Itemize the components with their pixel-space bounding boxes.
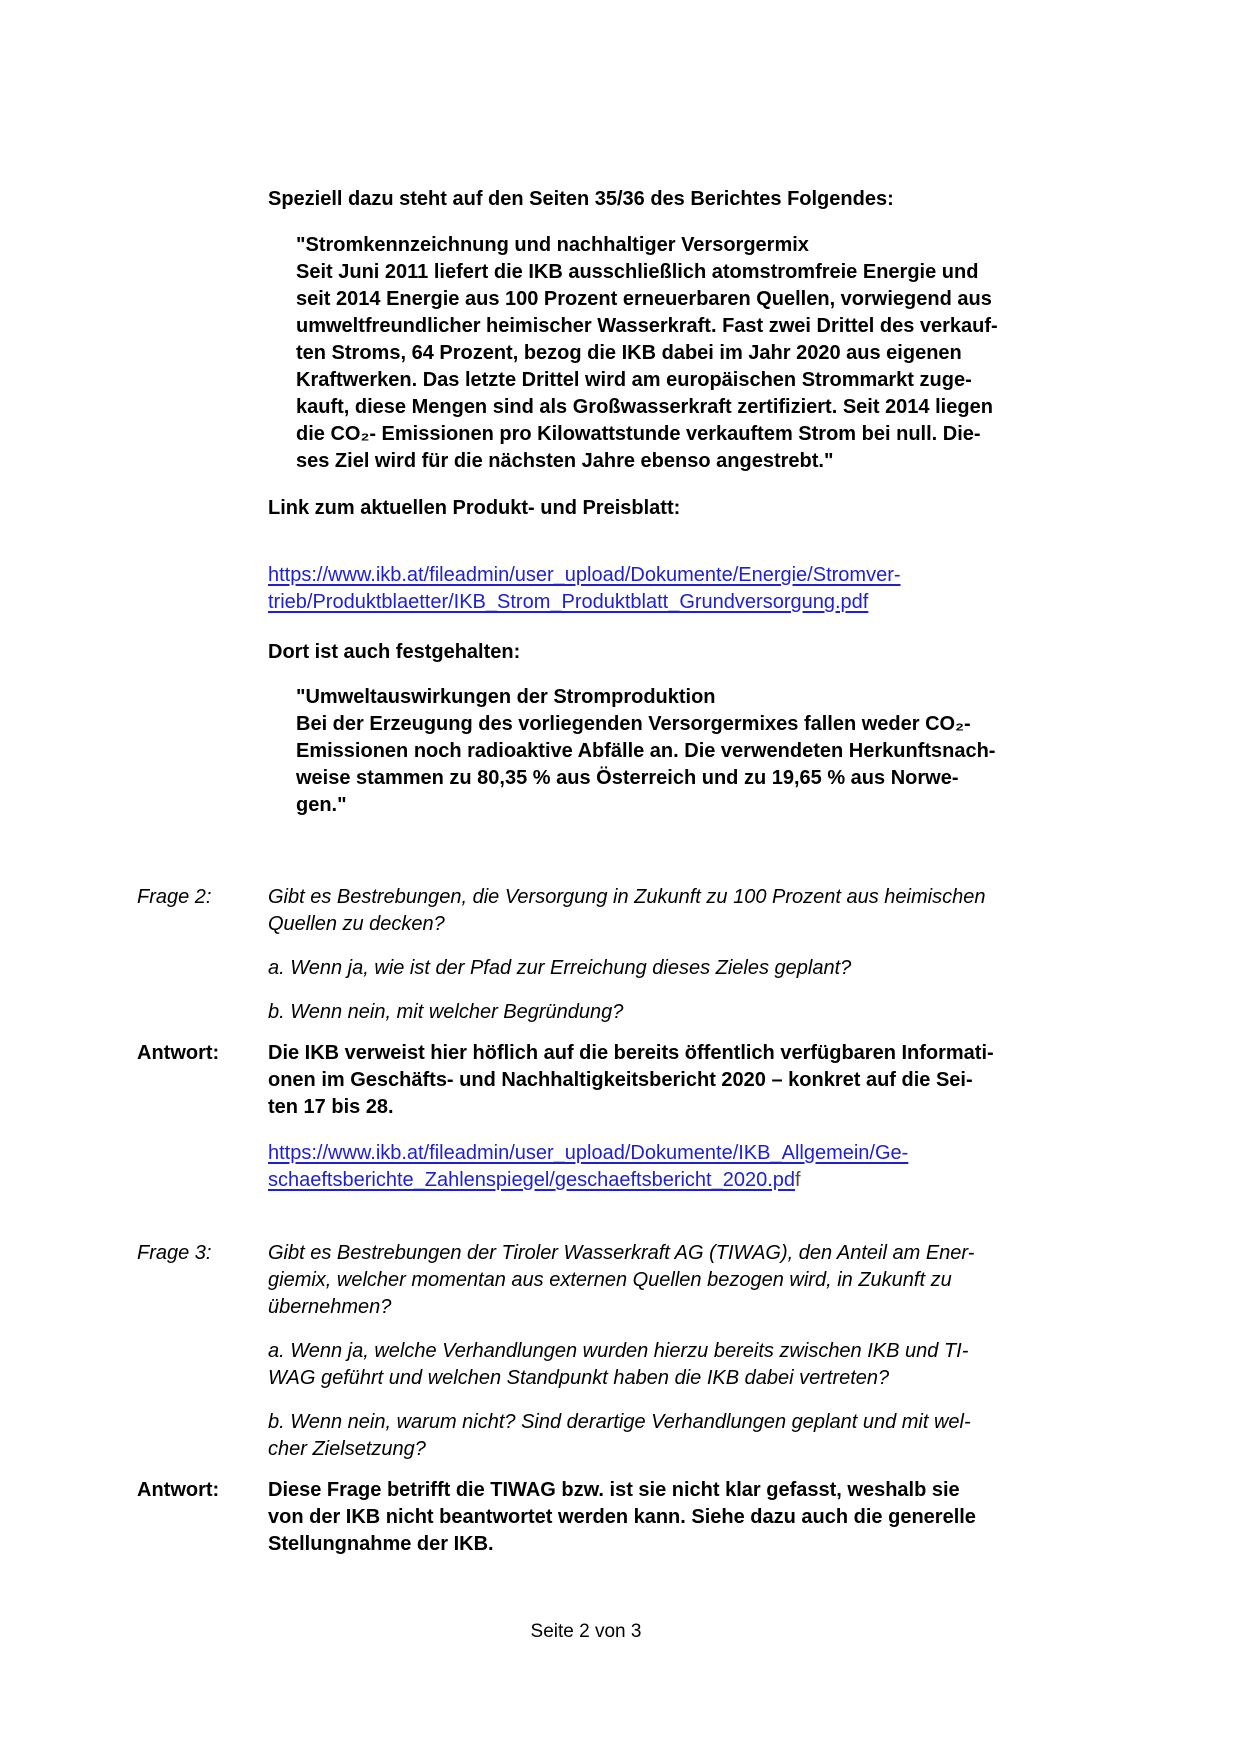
quote-line: umweltfreundlicher heimischer Wasserkraft. Fast zwei Drittel des verkauf- bbox=[296, 315, 998, 337]
frage-3-label: Frage 3: bbox=[137, 1242, 212, 1264]
dort-label: Dort ist auch festgehalten: bbox=[268, 641, 521, 663]
quote-line: Seit Juni 2011 liefert die IKB ausschließlich atomstromfreie Energie und bbox=[296, 261, 979, 283]
quote-line: kauft, diese Mengen sind als Großwasserkraft zertifiziert. Seit 2014 liegen bbox=[296, 396, 993, 418]
quote-line: ses Ziel wird für die nächsten Jahre ebenso angestrebt." bbox=[296, 450, 834, 472]
frage-3-item-a: a. Wenn ja, welche Verhandlungen wurden hierzu bereits zwischen IKB und TI- WAG geführt und welchen Standpunkt haben die IKB dabei vertreten? bbox=[268, 1340, 969, 1389]
quote-line: Kraftwerken. Das letzte Drittel wird am europäischen Strommarkt zuge- bbox=[296, 369, 972, 391]
report-quote-2 bbox=[296, 684, 1181, 819]
frage-2-body bbox=[268, 884, 1181, 1026]
antwort-2-body bbox=[268, 1040, 1181, 1194]
frage-3-body bbox=[268, 1240, 1181, 1463]
frage-2-row bbox=[137, 884, 1181, 1026]
quote-line: weise stammen zu 80,35 % aus Österreich und zu 19,65 % aus Norwe- bbox=[296, 767, 959, 789]
quote-line: ten Stroms, 64 Prozent, bezog die IKB dabei im Jahr 2020 aus eigenen bbox=[296, 342, 962, 364]
quote-line: Bei der Erzeugung des vorliegenden Versorgermixes fallen weder CO₂- bbox=[296, 713, 971, 735]
antwort-3-row bbox=[137, 1477, 1181, 1558]
report-link-line-1[interactable]: https://www.ikb.at/fileadmin/user_upload/Dokumente/IKB_Allgemein/Ge- bbox=[268, 1142, 909, 1164]
report-link-tail: f bbox=[795, 1169, 801, 1191]
frage-3-question: Gibt es Bestrebungen der Tiroler Wasserkraft AG (TIWAG), den Anteil am Ener- giemix, welcher momentan aus externen Quellen bezogen wird, in Zukunft zu übernehmen? bbox=[268, 1242, 975, 1318]
antwort-3-body: Diese Frage betrifft die TIWAG bzw. ist sie nicht klar gefasst, weshalb sie von der IKB nicht beantwortet werden kann. Siehe dazu auch die generelle Stellungnahme der IKB. bbox=[268, 1479, 976, 1555]
product-link[interactable] bbox=[268, 562, 1181, 616]
quote-line: seit 2014 Energie aus 100 Prozent erneuerbaren Quellen, vorwiegend aus bbox=[296, 288, 992, 310]
product-link-label: Link zum aktuellen Produkt- und Preisblatt: bbox=[268, 497, 681, 519]
frage-2-label: Frage 2: bbox=[137, 886, 212, 908]
antwort-3-label: Antwort: bbox=[137, 1479, 220, 1501]
quote-line: "Umweltauswirkungen der Stromproduktion bbox=[296, 686, 716, 708]
page-number-footer: Seite 2 von 3 bbox=[530, 1621, 642, 1642]
frage-3-item-b: b. Wenn nein, warum nicht? Sind derartige Verhandlungen geplant und mit wel- cher Zielsetzung? bbox=[268, 1411, 971, 1460]
report-link[interactable] bbox=[268, 1140, 1181, 1194]
antwort-2-label: Antwort: bbox=[137, 1042, 220, 1064]
frage-3-row bbox=[137, 1240, 1181, 1463]
quote-line: "Stromkennzeichnung und nachhaltiger Versorgermix bbox=[296, 234, 809, 256]
antwort-2-text: Die IKB verweist hier höflich auf die bereits öffentlich verfügbaren Informati- onen im Geschäfts- und Nachhaltigkeitsbericht 2020 – konkret auf die Sei- ten 17 bis 28. bbox=[268, 1042, 994, 1118]
frage-2-item-a: a. Wenn ja, wie ist der Pfad zur Erreichung dieses Zieles geplant? bbox=[268, 957, 852, 979]
frage-2-question: Gibt es Bestrebungen, die Versorgung in Zukunft zu 100 Prozent aus heimischen Quellen zu decken? bbox=[268, 886, 986, 935]
product-link-line-2[interactable]: trieb/Produktblaetter/IKB_Strom_Produktblatt_Grundversorgung.pdf bbox=[268, 591, 869, 613]
quote-line: die CO₂- Emissionen pro Kilowattstunde verkauftem Strom bei null. Die- bbox=[296, 423, 981, 445]
report-link-line-2[interactable]: schaeftsberichte_Zahlenspiegel/geschaeftsbericht_2020.pdf bbox=[268, 1169, 801, 1191]
antwort-2-row bbox=[137, 1040, 1181, 1194]
quote-line: Emissionen noch radioaktive Abfälle an. Die verwendeten Herkunftsnach- bbox=[296, 740, 996, 762]
intro-heading: Speziell dazu steht auf den Seiten 35/36 des Berichtes Folgendes: bbox=[268, 188, 894, 210]
quote-line: gen." bbox=[296, 794, 347, 816]
report-quote-1 bbox=[296, 232, 1181, 475]
product-link-line-1[interactable]: https://www.ikb.at/fileadmin/user_upload/Dokumente/Energie/Stromver- bbox=[268, 564, 901, 586]
frage-2-item-b: b. Wenn nein, mit welcher Begründung? bbox=[268, 1001, 624, 1023]
